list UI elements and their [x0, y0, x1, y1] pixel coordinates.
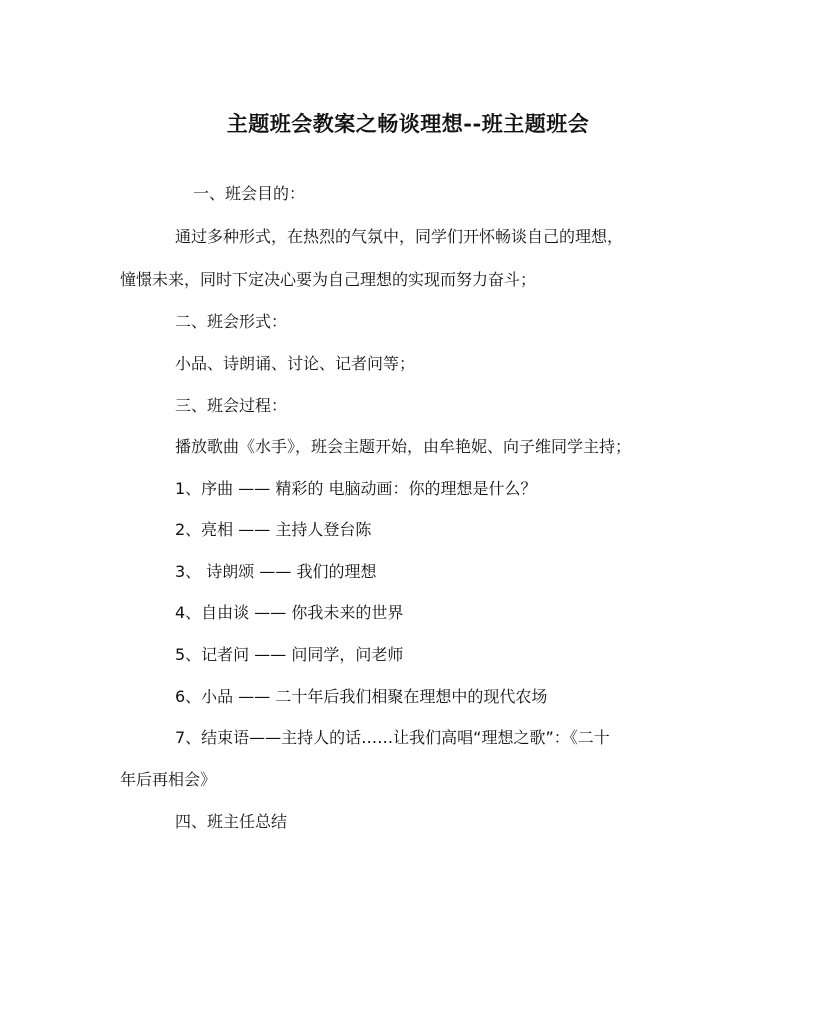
paragraph-format: 小品、诗朗诵、讨论、记者问等； — [175, 354, 416, 373]
document-title: 主题班会教案之畅谈理想--班主题班会 — [226, 111, 590, 136]
process-item-3: 3、 诗朗颂 —— 我们的理想 — [175, 562, 377, 581]
section-heading-summary: 四、班主任总结 — [175, 812, 288, 831]
paragraph-process-intro: 播放歌曲《水手》，班会主题开始，由牟艳妮、向子维同学主持； — [175, 437, 632, 456]
process-item-7-continued: 年后再相会》 — [120, 770, 217, 789]
section-heading-process: 三、班会过程： — [175, 396, 288, 415]
section-heading-format: 二、班会形式： — [175, 312, 288, 331]
process-item-4: 4、自由谈 —— 你我未来的世界 — [175, 603, 404, 622]
section-heading-purpose: 一、班会目的： — [193, 184, 306, 203]
process-item-7: 7、结束语——主持人的话……让我们高唱“理想之歌”：《二十 — [175, 728, 610, 747]
process-item-5: 5、记者问 —— 问同学，问老师 — [175, 645, 404, 664]
process-item-6: 6、小品 —— 二十年后我们相聚在理想中的现代农场 — [175, 687, 548, 706]
paragraph-purpose-line-1: 通过多种形式，在热烈的气氛中，同学们开怀畅谈自己的理想， — [175, 227, 624, 246]
paragraph-purpose-line-2: 憧憬未来，同时下定决心要为自己理想的实现而努力奋斗； — [120, 270, 537, 289]
process-item-2: 2、亮相 —— 主持人登台陈 — [175, 520, 372, 539]
process-item-1: 1、序曲 —— 精彩的 电脑动画：你的理想是什么？ — [175, 479, 537, 498]
